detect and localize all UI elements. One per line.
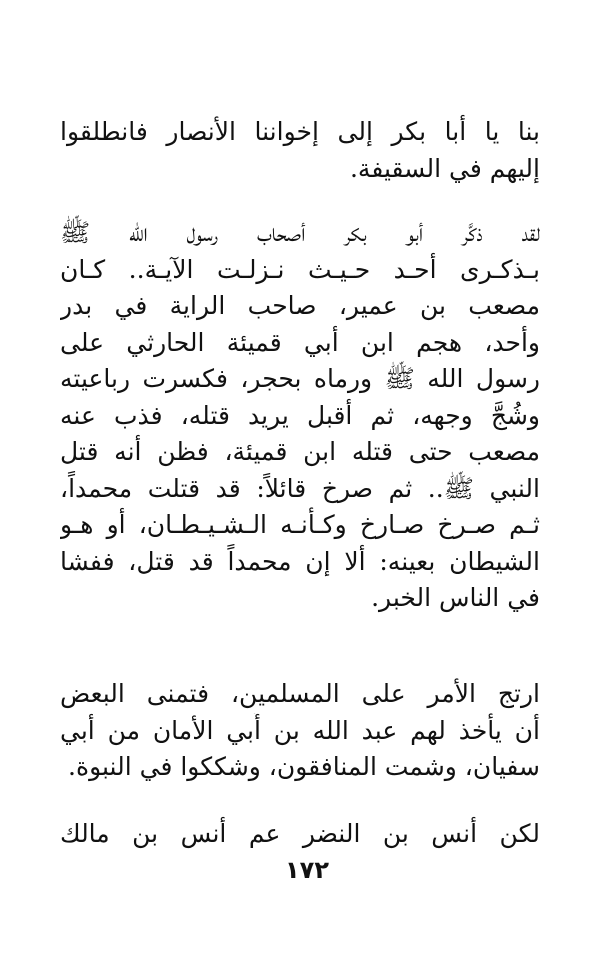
text-line: وشُجَّ وجهه، ثم أقبل يريد قتله، فذب عنه xyxy=(60,400,540,430)
text-line: أن يأخذ لهم عبد الله بن أُبي الأمان من أبي xyxy=(60,715,540,745)
text-line: سفيان، وشمت المنافقون، وشككوا في النبوة. xyxy=(68,752,540,781)
paragraph-2 xyxy=(60,215,540,617)
text-line: بنا يا أبا بكر إلى إخواننا الأنصار فانطلقوا xyxy=(60,117,540,146)
text-line: في الناس الخبر. xyxy=(371,583,540,612)
page-number: ١٧٢ xyxy=(285,856,329,884)
text-line: وأحد، هجم ابن أبي قميئة الحارثي على xyxy=(60,327,540,357)
paragraph-4 xyxy=(60,816,540,853)
text-line: رسول الله ﷺ ورماه بحجر، فكسرت رباعيته xyxy=(60,364,540,393)
text-line: الشيطان بعينه: ألا إن محمداً قد قتل، ففشا xyxy=(60,546,540,576)
text-line: ثـم صـرخ صـارخ وكـأنـه الـشـيـطـان، أو هـو xyxy=(60,510,540,539)
text-line: ارتج الأمر على المسلمين، فتمنى البعض xyxy=(60,679,540,708)
text-line: إليهم في السقيفة. xyxy=(349,153,540,183)
paragraph-3 xyxy=(60,676,540,786)
text-line: مصعب حتى قتله ابن قميئة، فظن أنه قتل xyxy=(60,437,540,466)
text-line: لكن أنس بن النضر عم أنس بن مالك xyxy=(60,819,540,848)
paragraph-1 xyxy=(60,114,540,187)
text-line: لقد ذكَّر أبو بكر أصحاب رسول الله ﷺ xyxy=(60,218,540,247)
text-line: النبي ﷺ.. ثم صرخ قائلاً: قد قتلت محمداً، xyxy=(60,473,540,503)
text-line: بـذكـرى أحـد حـيـث نـزلـت الآيـة.. كـان xyxy=(60,254,540,284)
text-line: مصعب بن عمير، صاحب الراية في بدر xyxy=(60,291,540,320)
